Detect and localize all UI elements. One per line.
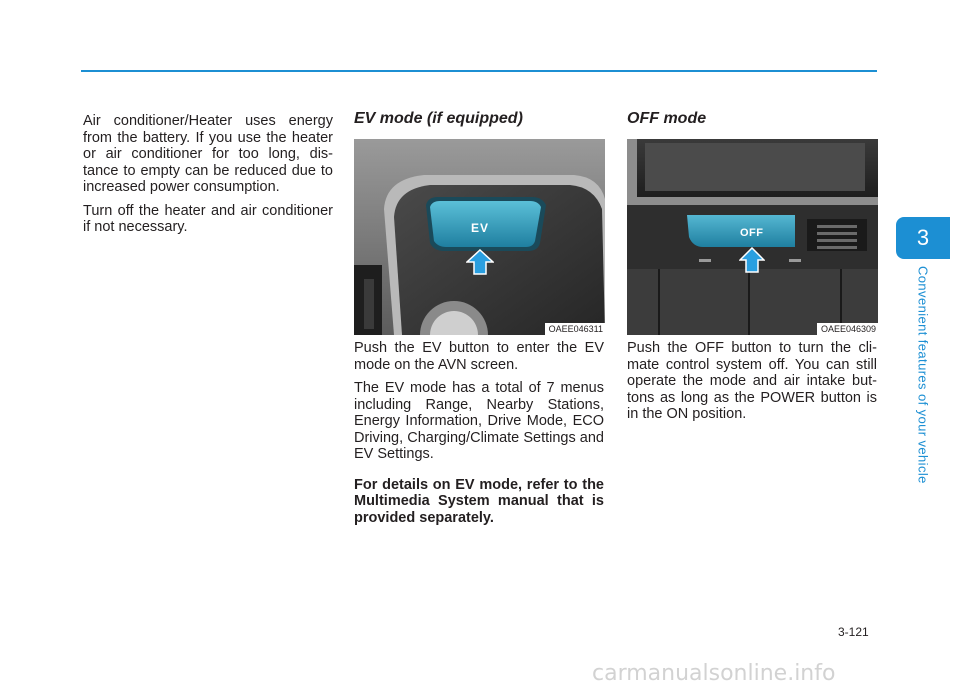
figure-code: OAEE046311 [545, 323, 605, 335]
ev-mode-column [354, 340, 604, 533]
ev-button-illustration [354, 139, 605, 335]
off-mode-column [627, 340, 877, 430]
watermark: carmanualsonline.info [592, 661, 836, 686]
intro-column [83, 113, 333, 243]
intro-paragraph-1: Air conditioner/Heater uses energy from the battery. If you use the heater or air conditioner for too long, dis- tance to empty can be reduced due to increased power consumption. [83, 113, 333, 195]
ev-button-label: EV [471, 221, 490, 235]
ev-mode-heading: EV mode (if equipped) [354, 110, 523, 127]
ev-paragraph-1: Push the EV button to enter the EV mode on the AVN screen. [354, 340, 604, 373]
off-button-illustration [627, 139, 878, 335]
chapter-title: Convenient features of your vehicle [915, 266, 931, 484]
off-paragraph-1: Push the OFF button to turn the cli- mate control system off. You can still operate the mode and air intake but- tons as long as the POWER button is in the ON position. [627, 340, 877, 422]
header-rule [81, 70, 877, 72]
up-arrow-icon [739, 247, 765, 273]
chapter-tab: 3 [896, 217, 950, 259]
page-number: 3-121 [838, 625, 869, 639]
ev-note: For details on EV mode, refer to the Multimedia System manual that is provided separately. [354, 476, 604, 526]
figure-code: OAEE046309 [817, 323, 878, 335]
up-arrow-icon [466, 249, 494, 275]
intro-paragraph-2: Turn off the heater and air conditioner if not necessary. [83, 202, 333, 235]
off-button-label: OFF [740, 227, 764, 239]
ev-paragraph-2: The EV mode has a total of 7 menus including Range, Nearby Stations, Energy Information, Drive Mode, ECO Driving, Charging/Climate Settings and EV Settings. [354, 380, 604, 462]
off-mode-heading: OFF mode [627, 110, 707, 127]
